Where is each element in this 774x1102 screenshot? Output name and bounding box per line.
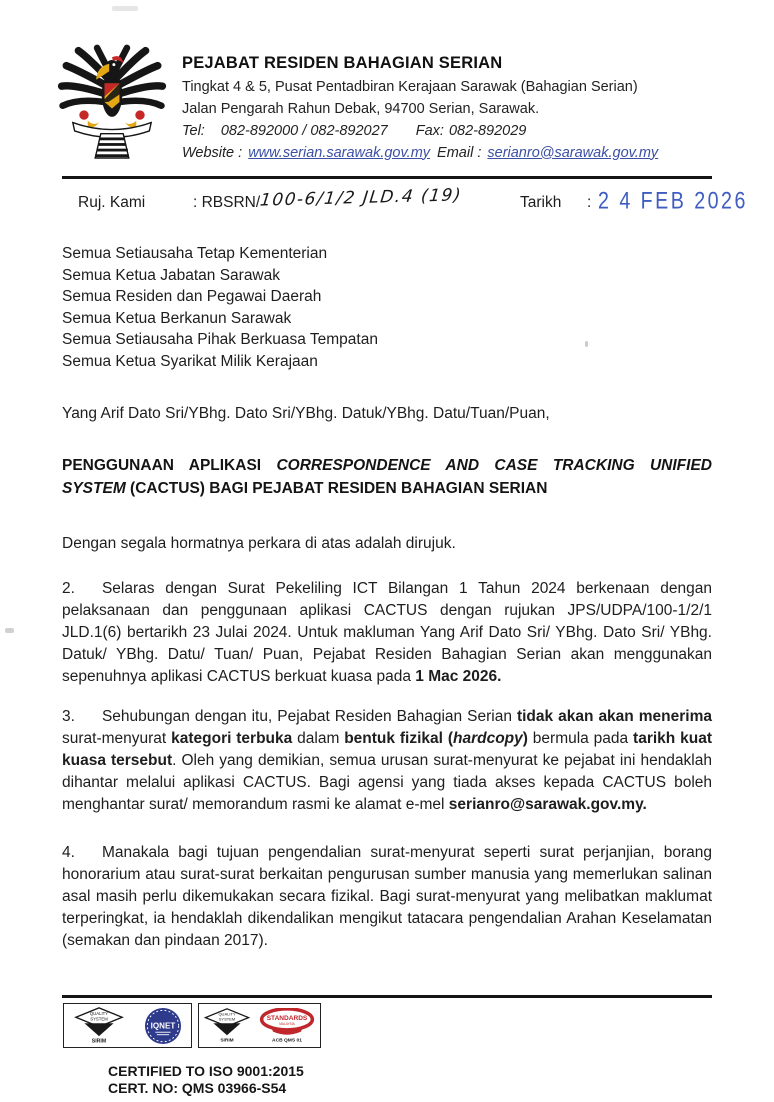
letterhead	[0, 0, 774, 166]
svg-text:SIRIM: SIRIM	[92, 1038, 107, 1044]
sirim-quality-system-icon	[203, 1008, 251, 1036]
tel-fax-line	[182, 121, 658, 141]
standards-malaysia-badge	[258, 1008, 316, 1043]
paragraph-number: 4.	[62, 844, 75, 861]
address-line-1: Tingkat 4 & 5, Pusat Pentadbiran Kerajaan Sarawak (Bahagian Serian)	[182, 78, 638, 95]
sirim-caption	[73, 1037, 125, 1044]
acb-caption	[258, 1036, 316, 1043]
fax-value: 082-892029	[448, 122, 527, 139]
recipient-line: Semua Ketua Berkanun Sarawak	[62, 309, 292, 327]
letterhead-text	[182, 52, 658, 166]
svg-text:ACB QMS 01: ACB QMS 01	[272, 1038, 303, 1043]
certification-text	[108, 1063, 304, 1097]
ref-handwritten-value: 100-6/1/2 JLD.4 (19)	[258, 185, 464, 211]
svg-text:QUALITY: QUALITY	[218, 1011, 236, 1017]
scan-artifact	[585, 341, 588, 347]
sirim-badge	[73, 1007, 125, 1044]
recipient-list	[62, 243, 712, 372]
cert-line-2: CERT. NO: QMS 03966-S54	[108, 1080, 287, 1096]
tel-value: 082-892000 / 082-892027	[220, 122, 388, 139]
recipient-line: Semua Ketua Jabatan Sarawak	[62, 266, 280, 284]
email-label: Email :	[437, 144, 482, 161]
scan-artifact	[5, 628, 14, 633]
date-stamp: 2 4 FEB 2026	[598, 187, 748, 215]
paragraph-intro: Dengan segala hormatnya perkara di atas adalah dirujuk.	[62, 535, 456, 552]
letterhead-divider	[62, 176, 712, 179]
paragraph-text: Manakala bagi tujuan pengendalian surat-menyurat seperti surat perjanjian, borang honorarium atau surat-surat berkaitan pengurusan sumber manusia yang memerlukan salinan asal masih perlu dikemukakan secara fizikal. Bagi surat-menyurat yang melibatkan maklumat terperingkat, ia hendaklah dikendalikan mengikut tatacara pengendalian Arahan Keselamatan (semakan dan pindaan 2017).	[62, 844, 712, 949]
paragraph-number: 3.	[62, 708, 75, 725]
subject-line: PENGGUNAAN APLIKASI CORRESPONDENCE AND CASE TRACKING UNIFIED SYSTEM (CACTUS) BAGI PEJABAT RESIDEN BAHAGIAN SERIAN	[62, 457, 712, 497]
iqnet-badge	[144, 1007, 182, 1045]
salutation: Yang Arif Dato Sri/YBhg. Dato Sri/YBhg. Datuk/YBhg. Datu/Tuan/Puan,	[62, 405, 550, 422]
tel-label: Tel:	[182, 122, 205, 139]
sirim-standards-certification-badge	[198, 1003, 321, 1048]
sirim-iqnet-certification-badge	[63, 1003, 192, 1048]
sirim-caption	[203, 1036, 251, 1043]
sarawak-state-crest-icon	[56, 38, 168, 166]
recipient-line: Semua Setiausaha Pihak Berkuasa Tempatan	[62, 331, 378, 348]
website-label: Website :	[182, 144, 243, 161]
ref-label: Ruj. Kami	[78, 194, 146, 211]
paragraph-4	[62, 842, 712, 952]
ref-printed-value: : RBSRN/	[193, 194, 261, 211]
website-email-line	[182, 143, 658, 163]
paragraph-text: Selaras dengan Surat Pekeliling ICT Bilangan 1 Tahun 2024 berkenaan dengan pelaksanaan dan penggunaan aplikasi CACTUS dengan rujukan JPS/UDPA/100-1/2/1 JLD.1(6) bertarikh 23 Julai 2024. Untuk makluman Yang Arif Dato Sri/ YBhg. Dato Sri/ YBhg. Datuk/ YBhg. Datu/ Tuan/ Puan, Pejabat Residen Bahagian Serian akan menggunakan sepenuhnya aplikasi CACTUS berkuat kuasa pada 1 Mac 2026.	[62, 580, 712, 685]
recipient-line: Semua Residen dan Pegawai Daerah	[62, 288, 322, 305]
recipient-line: Semua Setiausaha Tetap Kementerian	[62, 245, 328, 262]
svg-text:QUALITY: QUALITY	[90, 1011, 109, 1017]
recipient-line: Semua Ketua Syarikat Milik Kerajaan	[62, 352, 318, 370]
paragraph-number: 2.	[62, 580, 75, 597]
standards-malaysia-icon	[258, 1008, 316, 1036]
svg-text:SIRIM: SIRIM	[220, 1038, 234, 1043]
svg-text:MALAYSIA: MALAYSIA	[279, 1022, 295, 1027]
sirim-badge	[203, 1008, 251, 1043]
paragraph-2	[62, 578, 712, 688]
date-label: Tarikh	[520, 194, 562, 211]
date-colon: :	[587, 194, 592, 211]
scan-artifact	[112, 6, 138, 11]
svg-text:SYSTEM: SYSTEM	[218, 1016, 235, 1022]
org-name: PEJABAT RESIDEN BAHAGIAN SERIAN	[182, 54, 503, 72]
sirim-quality-system-icon	[73, 1007, 125, 1037]
cert-line-1: CERTIFIED TO ISO 9001:2015	[108, 1063, 304, 1079]
email-link[interactable]: serianro@sarawak.gov.my	[487, 144, 659, 161]
address-line-2: Jalan Pengarah Rahun Debak, 94700 Serian, Sarawak.	[182, 100, 540, 117]
footer-divider	[62, 995, 712, 998]
svg-text:IQNET: IQNET	[150, 1020, 176, 1030]
svg-text:STANDARDS: STANDARDS	[266, 1014, 308, 1022]
fax-label: Fax:	[415, 122, 444, 139]
iqnet-icon	[144, 1007, 182, 1045]
website-link[interactable]: www.serian.sarawak.gov.my	[248, 144, 431, 161]
reference-row	[62, 185, 748, 224]
paragraph-text: Sehubungan dengan itu, Pejabat Residen Bahagian Serian tidak akan akan menerima surat-menyurat kategori terbuka dalam bentuk fizikal (hardcopy) bermula pada tarikh kuat kuasa tersebut. Oleh yang demikian, semua urusan surat-menyurat ke pejabat ini hendaklah dihantar melalui aplikasi CACTUS. Bagi agensi yang tiada akses kepada CACTUS boleh menghantar surat/ memorandum rasmi ke alamat e-mel serianro@sarawak.gov.my.	[62, 708, 712, 813]
paragraph-3	[62, 706, 712, 816]
svg-text:SYSTEM: SYSTEM	[90, 1016, 109, 1022]
